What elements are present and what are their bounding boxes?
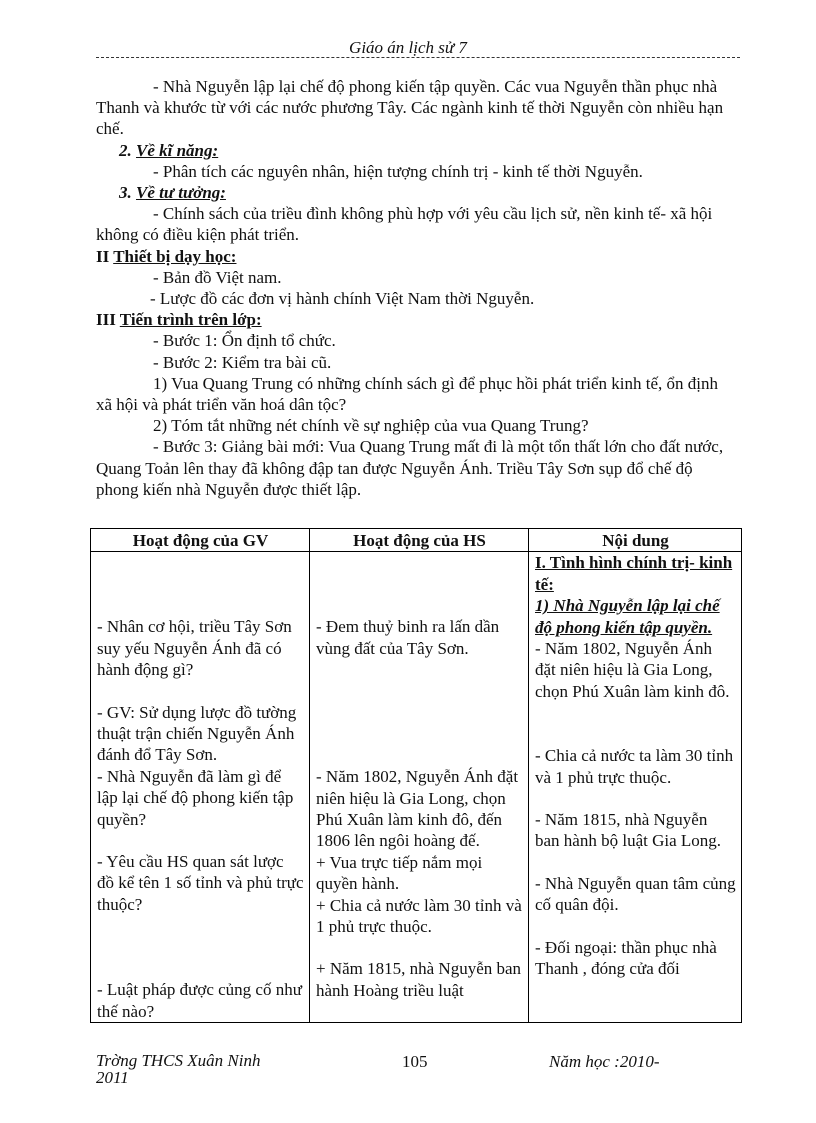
equipment-item: - Lược đồ các đơn vị hành chính Việt Nam thời Nguyễn. (150, 289, 535, 309)
cell-spacer (97, 681, 304, 702)
review-question-1: 1) Vua Quang Trung có những chính sách gì để phục hồi phát triển kinh tế, ổn định xã hội và phát triển văn hoá dân tộc? (96, 373, 719, 415)
content-item: - Nhà Nguyễn quan tâm củng cố quân đội. (535, 873, 736, 915)
student-activity-item: + Chia cả nước làm 30 tỉnh và 1 phủ trực thuộc. (316, 895, 522, 937)
footer-page-number: 105 (402, 1052, 428, 1071)
skills-text: - Phân tích các nguyên nhân, hiện tượng chính trị - kinh tế thời Nguyễn. (153, 161, 643, 181)
skills-number: 2. (119, 140, 136, 160)
teacher-activity-cell (91, 552, 310, 1023)
table-row (91, 552, 742, 1023)
skills-heading (96, 140, 736, 161)
equipment-number: II (96, 246, 114, 266)
content-item: - Năm 1802, Nguyễn Ánh đặt niên hiệu là Gia Long, chọn Phú Xuân làm kinh đô. (535, 639, 730, 701)
content-section-title: I. Tình hình chính trị- kinh tế: (535, 553, 733, 594)
attitude-text: - Chính sách của triều đình không phù hợp với yêu cầu lịch sử, nền kinh tế- xã hội không có điều kiện phát triển. (96, 204, 713, 245)
student-activity-item: - Đem thuỷ binh ra lấn dần vùng đất của Tây Sơn. (316, 617, 500, 658)
cell-spacer (535, 916, 736, 937)
teacher-activity-item: - Yêu cầu HS quan sát lược đồ kể tên 1 số tỉnh và phủ trực thuộc? (97, 852, 304, 914)
content-item: - Chia cả nước ta làm 30 tỉnh và 1 phủ trực thuộc. (535, 746, 734, 787)
process-heading (96, 309, 736, 330)
attitude-title: Về tư tưởng: (136, 183, 226, 203)
footer-school: Trờng THCS Xuân Ninh (96, 1051, 261, 1070)
equipment-title: Thiết bị dạy học: (113, 246, 237, 266)
intro-paragraph: - Nhà Nguyễn lập lại chế độ phong kiến tập quyền. Các vua Nguyễn thần phục nhà Thanh và khước từ với các nước phương Tây. Các ngành kinh tế thời Nguyễn còn nhiều hạn chế. (96, 77, 724, 139)
lesson-activity-table (90, 528, 742, 1023)
page-header-title: Giáo án lịch sử 7 (349, 38, 467, 57)
teacher-activity-item: - GV: Sử dụng lược đồ tường thuật trận chiến Nguyễn Ánh đánh đổ Tây Sơn. (97, 702, 297, 765)
cell-spacer (316, 552, 523, 616)
table-header-row (91, 529, 742, 552)
cell-spacer (97, 915, 304, 979)
cell-spacer (535, 702, 736, 745)
student-activity-item: + Năm 1815, nhà Nguyễn ban hành Hoàng triều luật (316, 959, 522, 1000)
cell-spacer (535, 852, 736, 873)
content-item: - Đối ngoại: thần phục nhà Thanh , đóng cửa đối (535, 937, 717, 979)
teacher-activity-item: - Luật pháp được củng cố như thế nào? (97, 980, 302, 1021)
review-question-2: 2) Tóm tắt những nét chính về sự nghiệp của vua Quang Trung? (153, 416, 589, 436)
cell-spacer (97, 830, 304, 851)
equipment-heading (96, 246, 736, 267)
student-activity-cell (310, 552, 529, 1023)
teacher-activity-item: - Nhà Nguyễn đã làm gì để lập lại chế độ phong kiến tập quyền? (97, 766, 294, 829)
footer-school-year: Năm học :2010- (549, 1052, 660, 1071)
attitude-heading (96, 182, 736, 203)
process-number: III (96, 310, 120, 330)
cell-spacer (535, 788, 736, 809)
cell-spacer (316, 937, 523, 958)
footer-school-year-end: 2011 (96, 1068, 129, 1087)
student-activity-item: + Vua trực tiếp nắm mọi quyền hành. (316, 852, 483, 894)
process-step-2: - Bước 2: Kiểm tra bài cũ. (153, 352, 332, 372)
column-header-content: Nội dung (529, 529, 742, 552)
content-cell (529, 552, 742, 1023)
document-body (96, 76, 736, 500)
column-header-student: Hoạt động của HS (310, 529, 529, 552)
cell-spacer (97, 552, 304, 616)
column-header-teacher: Hoạt động của GV (91, 529, 310, 552)
process-step-3: - Bước 3: Giảng bài mới: Vua Quang Trung mất đi là một tổn thất lớn cho đất nước, Quang Toản lên thay đã không đập tan được Nguyễn Ánh. Triều Tây Sơn sụp đổ chế độ phong kiến nhà Nguyễn được thiết lập. (96, 437, 724, 499)
attitude-number: 3. (119, 183, 136, 203)
student-activity-item: - Năm 1802, Nguyễn Ánh đặt niên hiệu là Gia Long, chọn Phú Xuân làm kinh đô, đến 1806 lên ngôi hoàng đế. (316, 767, 519, 851)
skills-title: Về kĩ năng: (136, 140, 219, 160)
process-title: Tiến trình trên lớp: (119, 310, 262, 330)
header-divider (96, 57, 740, 58)
teacher-activity-item: - Nhân cơ hội, triều Tây Sơn suy yếu Nguyễn Ánh đã có hành động gì? (97, 617, 292, 680)
content-item: - Năm 1815, nhà Nguyễn ban hành bộ luật Gia Long. (535, 810, 722, 851)
process-step-1: - Bước 1: Ổn định tổ chức. (153, 331, 336, 351)
cell-spacer (316, 659, 523, 766)
content-subsection-title: 1) Nhà Nguyễn lập lại chế độ phong kiến tập quyền. (535, 596, 720, 637)
equipment-item: - Bản đồ Việt nam. (153, 267, 282, 287)
